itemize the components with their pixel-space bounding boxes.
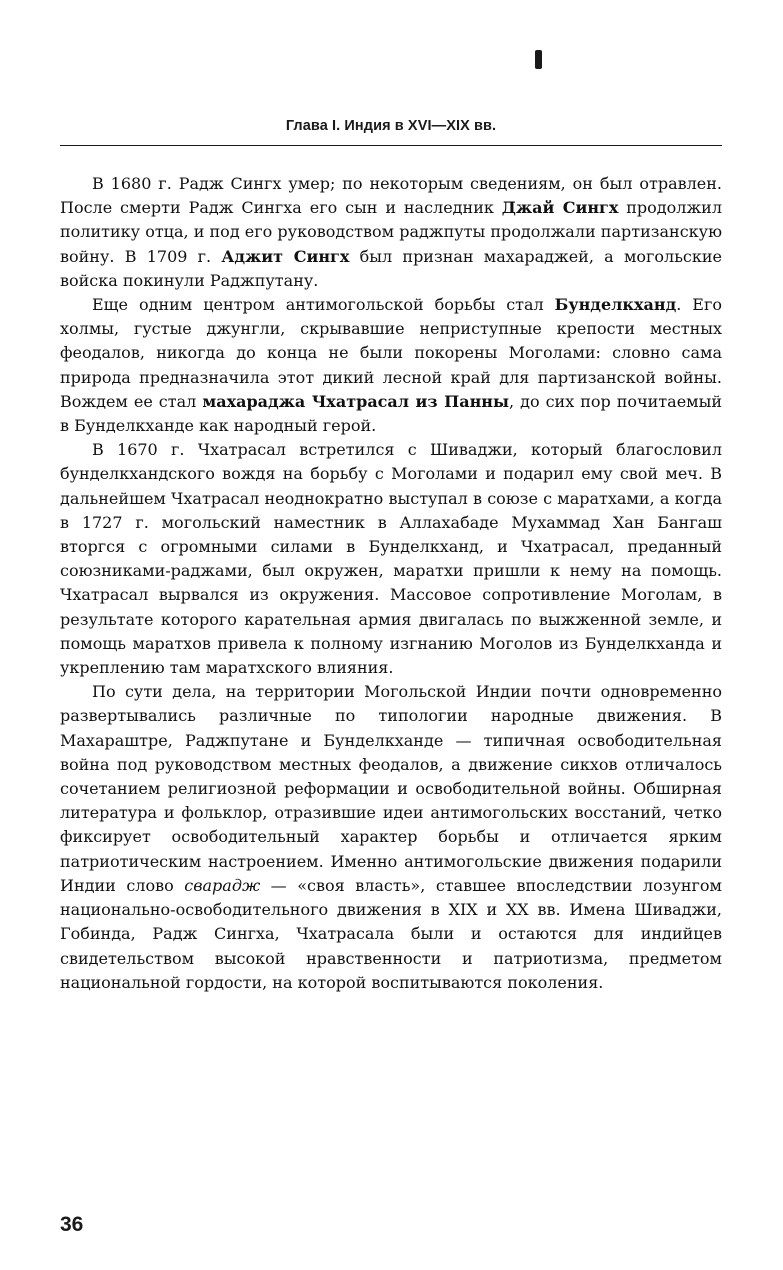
paragraph xyxy=(60,680,722,995)
page-edge-mark xyxy=(535,50,542,69)
text-run: В 1680 г. Радж Сингх умер; по некоторым сведениям, он был отравлен. После смерти Радж Сингха его сын и наследник xyxy=(60,174,722,218)
bold-term: махараджа Чхатрасал из Панны xyxy=(202,391,510,411)
text-run: продолжил политику отца, и под его руководством раджпуты продолжали партизанскую войну. В 1709 г. xyxy=(60,198,723,266)
bold-term: Джай Сингх xyxy=(501,198,619,218)
text-run: , до сих пор почитаемый в Бунделкханде как народный герой. xyxy=(60,391,723,436)
italic-term: сварадж xyxy=(184,875,261,895)
header-rule xyxy=(60,145,722,146)
text-run: В 1670 г. Чхатрасал встретился с Шиваджи, который благословил бунделкхандского вождя на борьбу с Моголами и подарил ему свой меч. В дальнейшем Чхатрасал неоднократно выступал в союзе с маратхами, а когда в 1727 г. могольский наместник в Аллахабаде Мухаммад Хан Бангаш вторгся с огромными силами в Бунделкханд, и Чхатрасал, преданный союзниками-раджами, был окружен, маратхи пришли к нему на помощь. Чхатрасал вырвался из окружения. Массовое сопротивление Моголам, в результате которого карательная армия двигалась по выжженной земле, и помощь маратхов привела к полному изгнанию Моголов из Бунделкханда и укреплению там маратхского влияния. xyxy=(60,440,722,678)
bold-term: Бунделкханд xyxy=(554,295,677,315)
body-text xyxy=(60,172,722,995)
page-number: 36 xyxy=(60,1213,84,1236)
paragraph xyxy=(60,438,722,680)
running-header: Глава I. Индия в XVI—XIX вв. xyxy=(285,118,497,134)
text-run: По сути дела, на территории Могольской Индии почти одновременно развертывались различные по типологии народные движения. В Махараштре, Раджпутане и Бунделкханде — типичная освободительная война под руководством местных феодалов, а движение сикхов отличалось сочетанием религиозной реформации и освободительной войны. Обширная литература и фольклор, отразившие идеи антимогольских восстаний, четко фиксирует освободительный характер борьбы и отличается ярким патриотическим настроением. Именно антимогольские движения подарили Индии слово xyxy=(60,682,722,895)
text-run: Еще одним центром антимогольской борьбы стал xyxy=(92,295,555,315)
text-run: . Его холмы, густые джунгли, скрывавшие неприступные крепости местных феодалов, никогда до конца не были покорены Моголами: словно сама природа предназначила этот дикий лесной край для партизанской войны. Вождем ее стал xyxy=(60,295,723,411)
text-run: был признан махараджей, а могольские войска покинули Раджпутану. xyxy=(60,246,722,290)
paragraph xyxy=(60,293,722,438)
bold-term: Аджит Сингх xyxy=(221,246,350,266)
text-run: — «своя власть», ставшее впоследствии лозунгом национально-освободительного движения в XIX и XX вв. Имена Шиваджи, Гобинда, Радж Сингха, Чхатрасала были и остаются для индийцев свидетельством высокой нравственности и патриотизма, предметом национальной гордости, на которой воспитываются поколения. xyxy=(60,875,722,992)
paragraph xyxy=(60,172,722,293)
